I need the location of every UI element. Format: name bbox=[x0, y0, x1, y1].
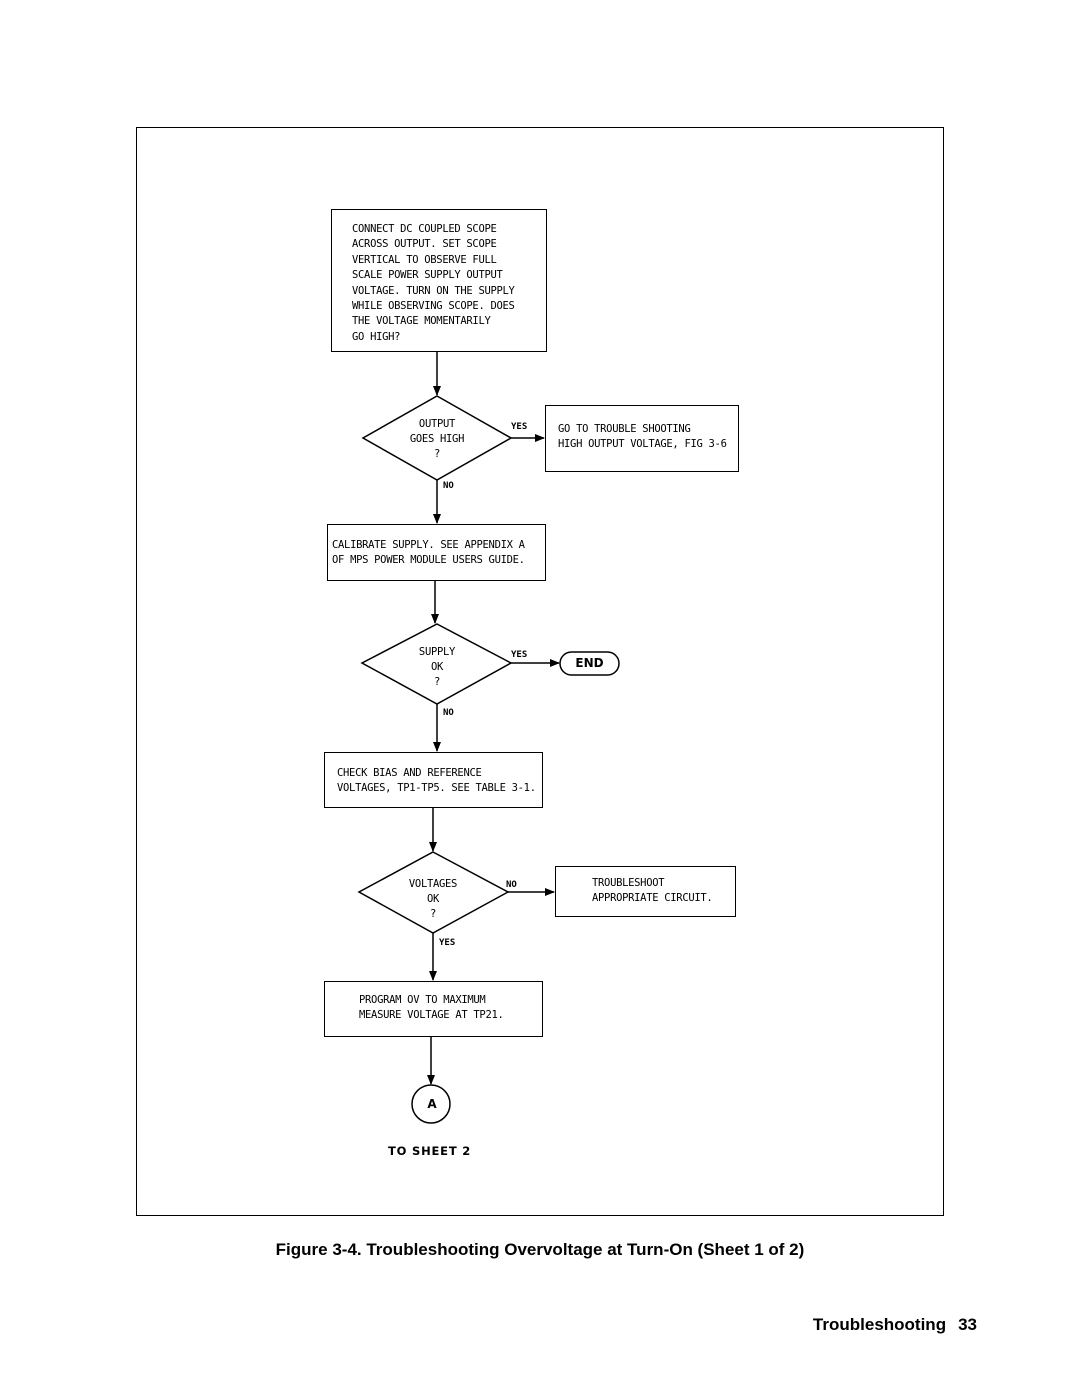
box-check-bias-line: CHECK BIAS AND REFERENCE bbox=[337, 767, 482, 779]
footer-section: Troubleshooting bbox=[812, 1315, 947, 1334]
decision-supply-line: OK bbox=[430, 661, 444, 673]
decision-output-line: ? bbox=[433, 448, 441, 460]
decision-output-line: GOES HIGH bbox=[409, 433, 465, 445]
box-connect-scope-line: ACROSS OUTPUT. SET SCOPE bbox=[352, 238, 497, 251]
label-output-no: NO bbox=[443, 481, 454, 491]
box-check-bias-line: VOLTAGES, TP1-TP5. SEE TABLE 3-1. bbox=[337, 782, 536, 795]
label-output-yes: YES bbox=[511, 422, 528, 432]
box-connect-scope-line: CONNECT DC COUPLED SCOPE bbox=[352, 223, 497, 235]
decision-output-line: OUTPUT bbox=[418, 418, 456, 430]
box-calibrate-supply bbox=[327, 524, 546, 581]
decision-supply-line: SUPPLY bbox=[418, 646, 456, 658]
to-sheet-label: TO SHEET 2 bbox=[388, 1144, 472, 1158]
box-troubleshoot-circuit bbox=[555, 866, 736, 917]
connector-a: A bbox=[427, 1097, 437, 1111]
box-program-ov bbox=[324, 981, 543, 1037]
label-supply-yes: YES bbox=[511, 650, 528, 660]
label-supply-no: NO bbox=[443, 708, 454, 718]
decision-supply-line: ? bbox=[433, 676, 441, 688]
page-number: 33 bbox=[958, 1315, 977, 1334]
box-connect-scope-line: WHILE OBSERVING SCOPE. DOES bbox=[352, 300, 515, 313]
box-connect-scope-line: VOLTAGE. TURN ON THE SUPPLY bbox=[352, 284, 515, 297]
box-program-ov-line: MEASURE VOLTAGE AT TP21. bbox=[359, 1009, 504, 1022]
box-calibrate-line: CALIBRATE SUPPLY. SEE APPENDIX A bbox=[332, 539, 525, 551]
label-voltages-no: NO bbox=[506, 880, 517, 890]
box-calibrate-line: OF MPS POWER MODULE USERS GUIDE. bbox=[332, 554, 525, 567]
box-goto-high-line: GO TO TROUBLE SHOOTING bbox=[558, 423, 691, 435]
end-terminator: END bbox=[575, 656, 604, 670]
box-troubleshoot-line: APPROPRIATE CIRCUIT. bbox=[592, 892, 713, 905]
decision-voltages-line: ? bbox=[429, 908, 437, 920]
decision-voltages-line: VOLTAGES bbox=[408, 878, 458, 890]
decision-voltages-line: OK bbox=[426, 893, 440, 905]
label-voltages-yes: YES bbox=[439, 938, 456, 948]
decision-voltages-text bbox=[383, 877, 483, 922]
box-connect-scope-line: VERTICAL TO OBSERVE FULL bbox=[352, 253, 497, 266]
box-connect-scope bbox=[331, 209, 547, 352]
page-footer bbox=[813, 1315, 977, 1335]
box-troubleshoot-line: TROUBLESHOOT bbox=[592, 877, 665, 889]
box-connect-scope-line: THE VOLTAGE MOMENTARILY bbox=[352, 315, 491, 328]
box-check-bias bbox=[324, 752, 543, 808]
box-program-ov-line: PROGRAM OV TO MAXIMUM bbox=[359, 994, 486, 1006]
box-goto-high-line: HIGH OUTPUT VOLTAGE, FIG 3-6 bbox=[558, 438, 727, 451]
figure-caption: Figure 3-4. Troubleshooting Overvoltage at Turn-On (Sheet 1 of 2) bbox=[275, 1240, 805, 1259]
decision-output-text bbox=[387, 417, 487, 462]
box-connect-scope-line: GO HIGH? bbox=[352, 330, 401, 343]
box-connect-scope-line: SCALE POWER SUPPLY OUTPUT bbox=[352, 269, 503, 282]
decision-supply-text bbox=[387, 645, 487, 690]
box-goto-high-output bbox=[545, 405, 739, 472]
